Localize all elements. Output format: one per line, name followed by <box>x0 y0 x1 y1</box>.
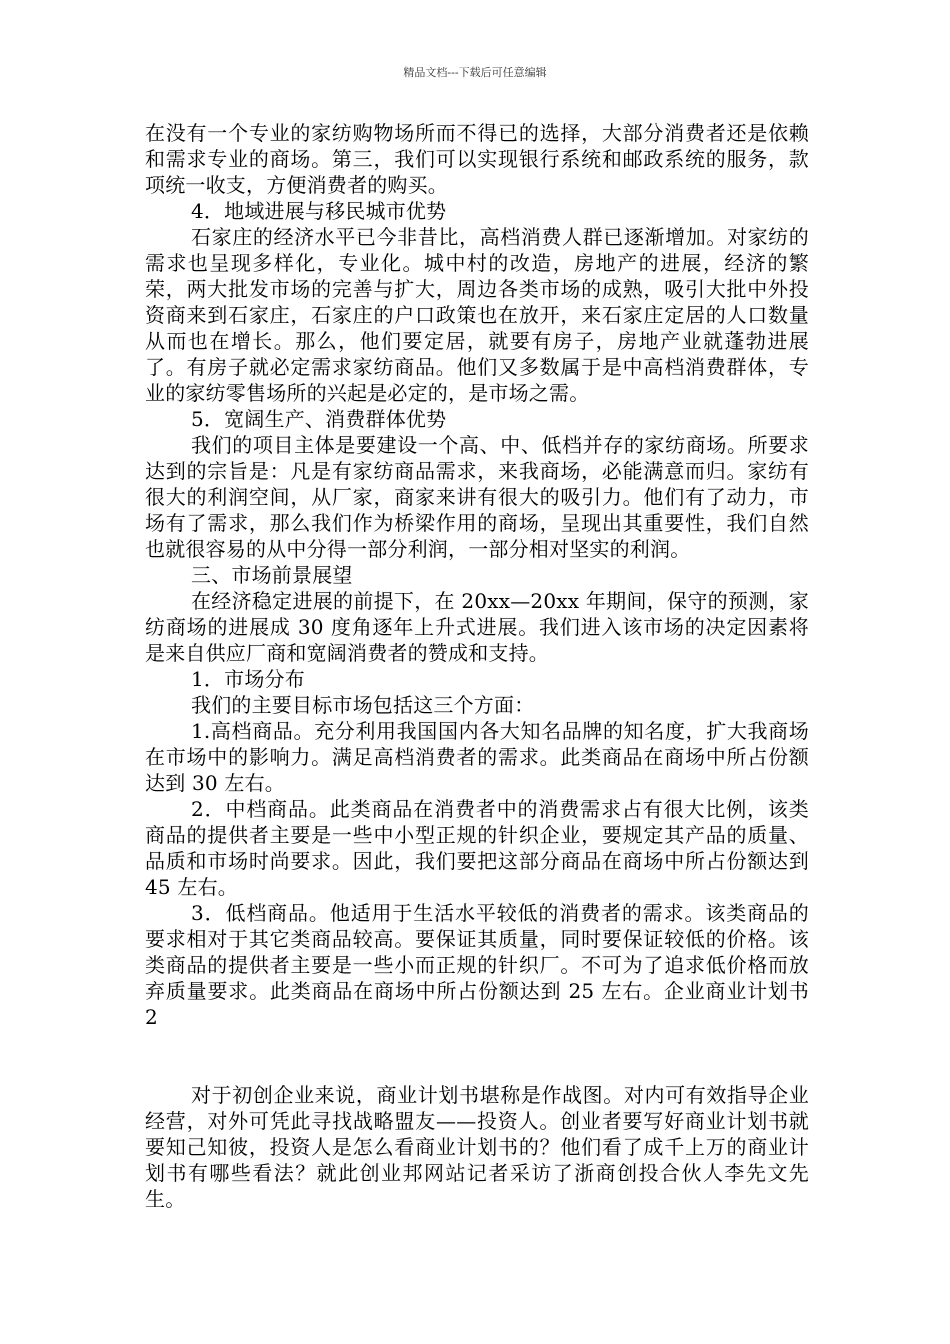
section-heading-1: 1．市场分布 <box>191 667 305 691</box>
page-header: 精品文档---下载后可任意编辑 <box>403 66 547 79</box>
paragraph-low-end: 3．低档商品。他适用于生活水平较低的消费者的需求。该类商品的要求相对于其它类商品较高。要保证其质量，同时要保证较低的价格。该类商品的提供者主要是一些小而正规的针织厂。不可为了追求低价格而放弃质量要求。此类商品在商场中所占份额达到 25 左右。企业商业计划书 2 <box>145 901 809 1029</box>
paragraph-high-end: 1.高档商品。充分利用我国国内各大知名品牌的知名度，扩大我商场在市场中的影响力。满足高档消费者的需求。此类商品在商场中所占份额达到 30 左右。 <box>145 719 809 795</box>
document-body <box>145 120 809 1212</box>
paragraph-gap <box>145 1030 809 1082</box>
paragraph-project-subject: 我们的项目主体是要建设一个高、中、低档并存的家纺商场。所要求达到的宗旨是：凡是有家纺商品需求，来我商场，必能满意而归。家纺有很大的利润空间，从厂家，商家来讲有很大的吸引力。他们有了动力，市场有了需求，那么我们作为桥梁作用的商场，呈现出其重要性，我们自然也就很容易的从中分得一部分利润，一部分相对坚实的利润。 <box>145 433 809 561</box>
paragraph-shijiazhuang: 石家庄的经济水平已今非昔比，高档消费人群已逐渐增加。对家纺的需求也呈现多样化，专业化。城中村的改造，房地产的进展，经济的繁荣，两大批发市场的完善与扩大，周边各类市场的成熟，吸引大批中外投资商来到石家庄，石家庄的户口政策也在放开，来石家庄定居的人口数量从而也在增长。那么，他们要定居，就要有房子，房地产业就蓬勃进展了。有房子就必定需求家纺商品。他们又多数属于是中高档消费群体，专业的家纺零售场所的兴起是必定的，是市场之需。 <box>145 225 809 405</box>
paragraph-outlook: 在经济稳定进展的前提下，在 20xx—20xx 年期间，保守的预测，家纺商场的进展成 30 度角逐年上升式进展。我们进入该市场的决定因素将是来自供应厂商和宽阔消费者的赞成和支持。 <box>145 589 809 665</box>
section-heading-three: 三、市场前景展望 <box>191 563 353 587</box>
paragraph-business-plan: 对于初创企业来说，商业计划书堪称是作战图。对内可有效指导企业经营，对外可凭此寻找战略盟友——投资人。创业者要写好商业计划书就要知己知彼，投资人是怎么看商业计划书的？他们看了成千上万的商业计划书有哪些看法？就此创业邦网站记者采访了浙商创投合伙人李先文先生。 <box>145 1083 809 1211</box>
section-heading-5: 5．宽阔生产、消费群体优势 <box>191 407 447 431</box>
paragraph-target-market: 我们的主要目标市场包括这三个方面： <box>191 693 535 717</box>
paragraph-mid-range: 2．中档商品。此类商品在消费者中的消费需求占有很大比例，该类商品的提供者主要是一些中小型正规的针织企业，要规定其产品的质量、品质和市场时尚要求。因此，我们要把这部分商品在商场中所占份额达到 45 左右。 <box>145 797 809 899</box>
paragraph-continued: 在没有一个专业的家纺购物场所而不得已的选择，大部分消费者还是依赖和需求专业的商场。第三，我们可以实现银行系统和邮政系统的服务，款项统一收支，方便消费者的购买。 <box>145 121 809 197</box>
section-heading-4: 4．地域进展与移民城市优势 <box>191 199 447 223</box>
